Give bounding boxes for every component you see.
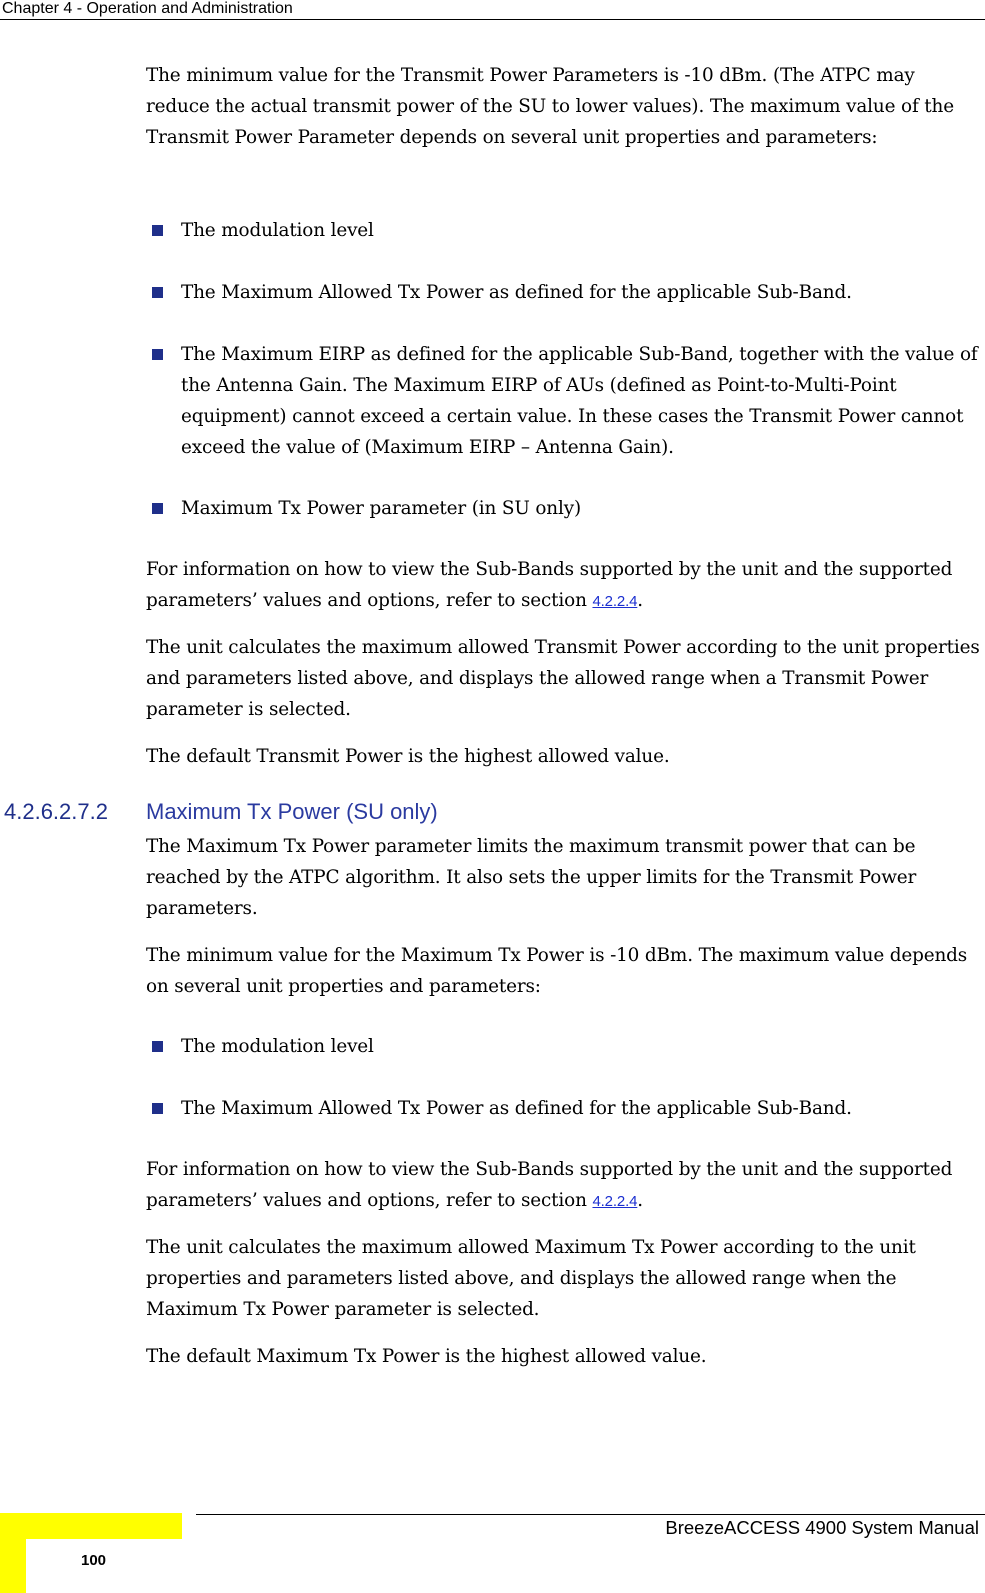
manual-title: BreezeACCESS 4900 System Manual <box>665 1517 979 1538</box>
list-item: The Maximum Allowed Tx Power as defined for the applicable Sub-Band. <box>152 1093 982 1124</box>
max-tx-power-calc: The unit calculates the maximum allowed Maximum Tx Power according to the unit properties and parameters listed above, and displays the allowed range when the Maximum Tx Power parameter is selected. <box>146 1237 916 1320</box>
bullet-square-icon <box>152 503 163 514</box>
chapter-title: Chapter 4 - Operation and Administration <box>2 0 293 17</box>
footer-rule <box>196 1514 985 1515</box>
bullet-square-icon <box>152 1103 163 1114</box>
transmit-power-intro: The minimum value for the Transmit Power Parameters is -10 dBm. (The ATPC may reduce the actual transmit power of the SU to lower values). The maximum value of the Transmit Power Parameter depends on several unit properties and parameters: <box>146 65 954 148</box>
section-heading <box>4 797 974 827</box>
section-link[interactable]: 4.2.2.4 <box>592 1193 638 1210</box>
bullet-square-icon <box>152 1041 163 1052</box>
max-tx-power-default: The default Maximum Tx Power is the highest allowed value. <box>146 1346 707 1367</box>
max-tx-power-intro: The Maximum Tx Power parameter limits the maximum transmit power that can be reached by the ATPC algorithm. It also sets the upper limits for the Transmit Power parameters. <box>146 836 917 919</box>
list-item: The modulation level <box>152 1031 982 1062</box>
footer-accent-bar <box>0 1513 182 1539</box>
section-link[interactable]: 4.2.2.4 <box>592 593 638 610</box>
list-item: The Maximum Allowed Tx Power as defined for the applicable Sub-Band. <box>152 277 982 308</box>
bullet-square-icon <box>152 349 163 360</box>
bullet-square-icon <box>152 287 163 298</box>
section-title: Maximum Tx Power (SU only) <box>146 799 438 824</box>
list-item: The Maximum EIRP as defined for the applicable Sub-Band, together with the value of the Antenna Gain. The Maximum EIRP of AUs (defined as Point-to-Multi-Point equipment) cannot exceed a certain value. In these cases the Transmit Power cannot exceed the value of (Maximum EIRP – Antenna Gain). <box>152 339 982 463</box>
transmit-power-default: The default Transmit Power is the highest allowed value. <box>146 746 670 767</box>
sub-band-info: For information on how to view the Sub-Bands supported by the unit and the supported parameters’ values and options, refer to section 4.2.2.4. <box>146 1159 953 1211</box>
sub-band-info: For information on how to view the Sub-Bands supported by the unit and the supported parameters’ values and options, refer to section 4.2.2.4. <box>146 559 953 611</box>
max-tx-power-range: The minimum value for the Maximum Tx Power is -10 dBm. The maximum value depends on several unit properties and parameters: <box>146 945 968 997</box>
page-header <box>0 0 985 20</box>
bullet-square-icon <box>152 225 163 236</box>
footer-accent-column <box>0 1513 26 1593</box>
section-number: 4.2.6.2.7.2 <box>4 799 108 824</box>
list-item: Maximum Tx Power parameter (in SU only) <box>152 493 982 524</box>
page-number: 100 <box>81 1552 107 1569</box>
list-item: The modulation level <box>152 215 982 246</box>
transmit-power-calc: The unit calculates the maximum allowed Transmit Power according to the unit properties and parameters listed above, and displays the allowed range when a Transmit Power parameter is selected. <box>146 637 980 720</box>
